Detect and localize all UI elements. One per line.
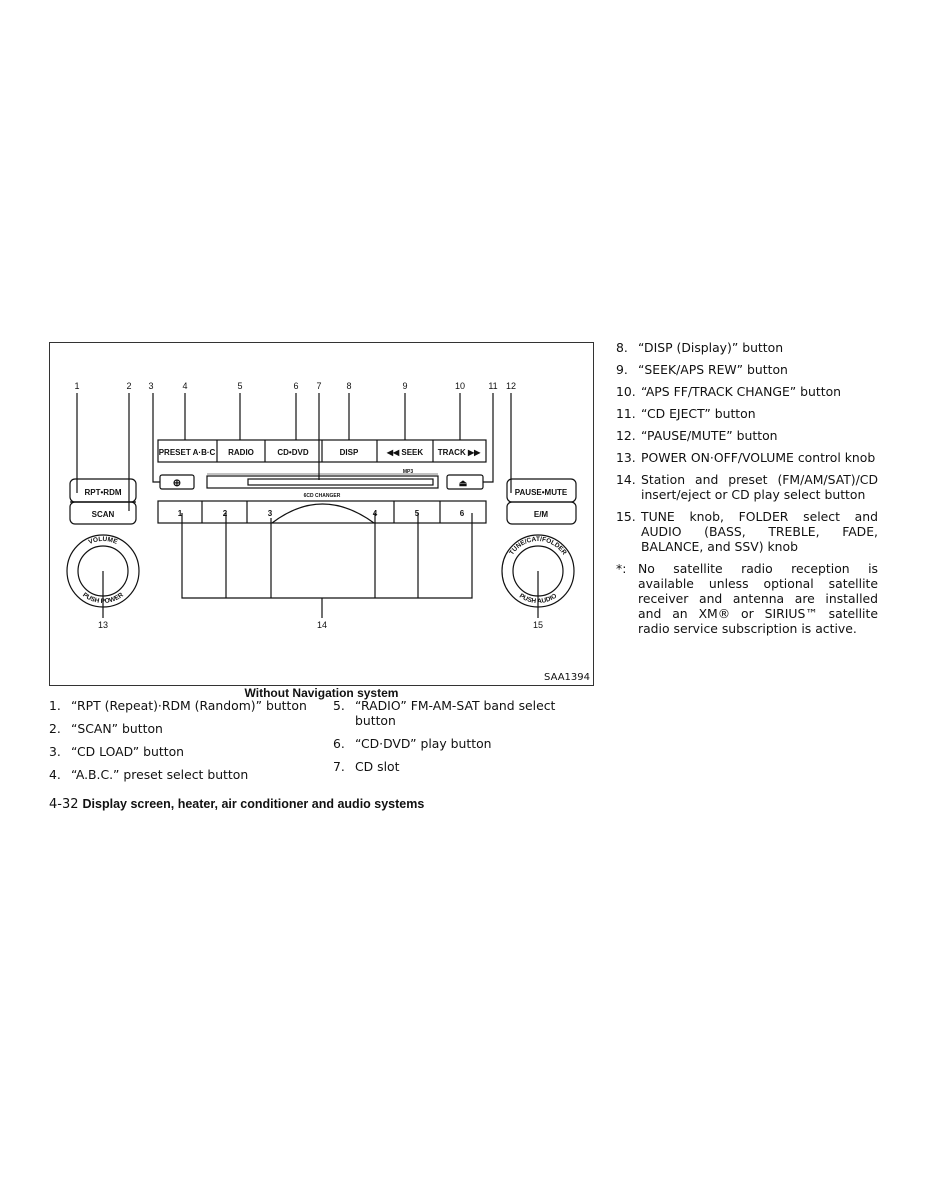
page-number: 4-32: [49, 797, 79, 812]
legend-list-middle: [333, 698, 565, 782]
volume-ring-top: VOLUME: [87, 535, 119, 546]
legend-list-right: [616, 340, 878, 643]
disp-label: DISP: [339, 448, 359, 457]
callout-14: 14: [316, 620, 328, 630]
callout-8: 8: [346, 381, 352, 391]
list-item: 1. “RPT (Repeat)·RDM (Random)” button: [49, 698, 307, 713]
callout-3: 3: [148, 381, 154, 391]
preset-2-label: 2: [222, 509, 228, 518]
callout-13: 13: [97, 620, 109, 630]
callout-1: 1: [74, 381, 80, 391]
seek-label: ◀◀ SEEK: [386, 448, 424, 457]
rpt-rdm-label: RPT•RDM: [84, 488, 122, 497]
preset-3-label: 3: [267, 509, 273, 518]
scan-label: SCAN: [91, 510, 115, 519]
list-item: 15. TUNE knob, FOLDER select and AUDIO (BASS, TREBLE, FADE, BALANCE, and SSV) knob: [616, 509, 878, 554]
list-item: 8. “DISP (Display)” button: [616, 340, 784, 355]
callout-10: 10: [454, 381, 466, 391]
callout-5: 5: [237, 381, 243, 391]
changer-label: 6CD CHANGER: [303, 493, 341, 499]
volume-ring-text: [88, 536, 119, 546]
page-footer: [49, 797, 424, 812]
callout-7: 7: [316, 381, 322, 391]
list-item: 4. “A.B.C.” preset select button: [49, 767, 249, 782]
tune-ring-top: TUNE/CAT/FOLDER: [508, 535, 568, 557]
list-item: 5. “RADIO” FM-AM-SAT band select button: [333, 698, 556, 728]
audio-unit-diagram: [50, 343, 595, 687]
preset-6-label: 6: [459, 509, 465, 518]
cd-load-icon: ⊕: [172, 478, 182, 489]
track-label: TRACK ▶▶: [437, 448, 481, 457]
pause-mute-label: PAUSE•MUTE: [514, 488, 568, 497]
list-item: 10. “APS FF/TRACK CHANGE” button: [616, 384, 842, 399]
preset-5-label: 5: [414, 509, 420, 518]
mp3-label: MP3: [402, 469, 414, 475]
audio-unit-figure: [49, 342, 594, 686]
list-item: 9. “SEEK/APS REW” button: [616, 362, 788, 377]
list-item: 12. “PAUSE/MUTE” button: [616, 428, 778, 443]
eject-icon: ⏏: [458, 478, 468, 488]
tune-ring-bottom: PUSH AUDIO: [517, 592, 559, 606]
footnote: *: No satellite radio reception is available unless optional satellite receiver and antenna are installed and an XM® or SIRIUS™ satellite radio service subscription is active.: [616, 561, 878, 636]
list-item: 2. “SCAN” button: [49, 721, 163, 736]
volume-ring-bottom: PUSH POWER: [81, 591, 125, 606]
radio-label: RADIO: [228, 448, 254, 457]
em-label: E/M: [533, 510, 549, 519]
callout-4: 4: [182, 381, 188, 391]
callout-15: 15: [532, 620, 544, 630]
callout-2: 2: [126, 381, 132, 391]
list-item: 7. CD slot: [333, 759, 400, 774]
list-item: 11. “CD EJECT” button: [616, 406, 756, 421]
callout-6: 6: [293, 381, 299, 391]
preset-4-label: 4: [372, 509, 378, 518]
figure-id: SAA1394: [544, 672, 590, 683]
callout-11: 11: [488, 381, 498, 391]
list-item: 3. “CD LOAD” button: [49, 744, 185, 759]
callout-9: 9: [402, 381, 408, 391]
list-item: 14. Station and preset (FM/AM/SAT)/CD insert/eject or CD play select button: [616, 472, 878, 502]
list-item: 13. POWER ON·OFF/VOLUME control knob: [616, 450, 876, 465]
legend-list-left: [49, 698, 309, 790]
preset-abc-label: PRESET A·B·C: [158, 448, 216, 457]
cd-slot: [207, 476, 438, 488]
section-title: Display screen, heater, air conditioner and audio systems: [82, 797, 425, 811]
preset-1-label: 1: [177, 509, 183, 518]
figure-caption: Without Navigation system: [244, 686, 399, 700]
list-item: 6. “CD·DVD” play button: [333, 736, 492, 751]
cd-dvd-label: CD•DVD: [277, 448, 309, 457]
callout-12: 12: [505, 381, 517, 391]
